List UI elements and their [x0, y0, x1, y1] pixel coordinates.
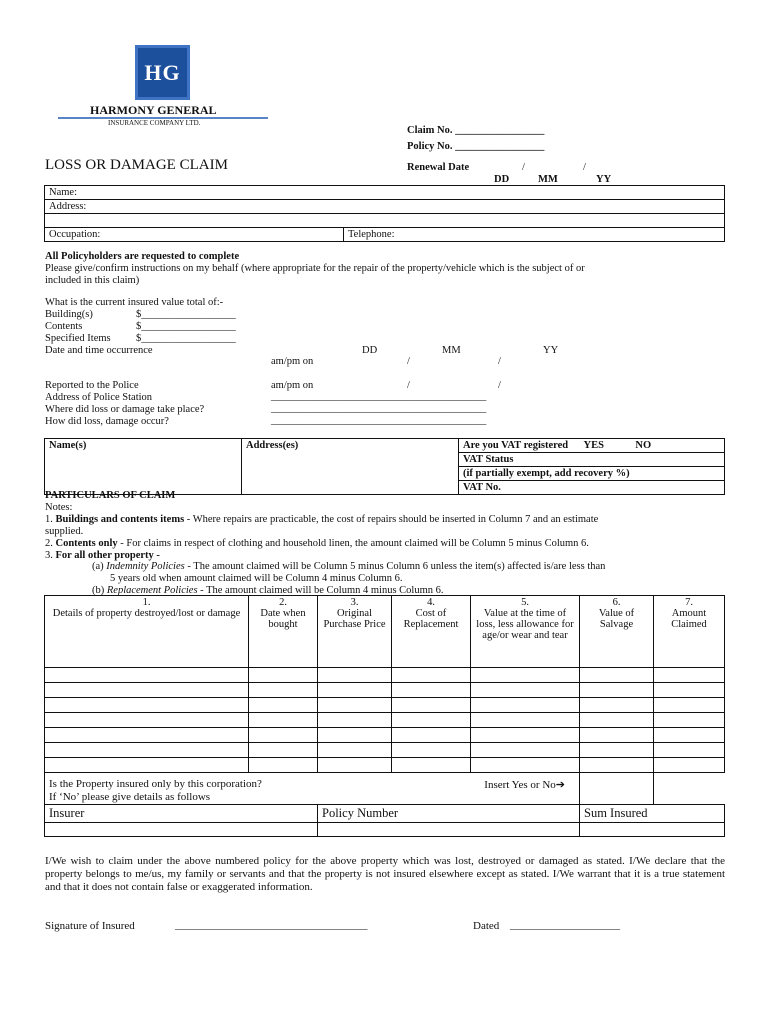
if-no-instruction: If ‘No’ please give details as follows	[49, 791, 211, 803]
renewal-slash-1: /	[522, 162, 525, 173]
occurrence-ampm[interactable]: am/pm on	[271, 356, 314, 367]
occurrence-dd: DD	[362, 345, 378, 356]
renewal-slash-2: /	[583, 162, 586, 173]
policy-no-field[interactable]: Policy No. _________________	[407, 141, 545, 152]
note-2: 2. Contents only - For claims in respect of clothing and household linen, the amount claimed will be Column 5 minus Column 6.	[45, 538, 589, 549]
claim-table-header	[45, 596, 725, 668]
note-1-cont: supplied.	[45, 526, 84, 537]
table-row[interactable]	[45, 713, 725, 728]
col-7-header: 7. Amount Claimed	[654, 596, 725, 668]
contents-value[interactable]: $__________________	[136, 321, 236, 332]
specified-value[interactable]: $__________________	[136, 333, 236, 344]
col-6-header: 6. Value of Salvage	[580, 596, 654, 668]
table-row[interactable]	[45, 743, 725, 758]
telephone-field[interactable]: Telephone:	[344, 228, 725, 242]
instructions-line-2: included in this claim)	[45, 275, 140, 286]
specified-label: Specified Items	[45, 333, 111, 344]
company-logo: HG	[135, 45, 190, 100]
reported-slash-1: /	[407, 380, 410, 391]
addresses-cell[interactable]: Address(es)	[242, 439, 459, 495]
claim-items-table	[44, 595, 725, 837]
company-subtitle: INSURANCE COMPANY LTD.	[108, 119, 201, 127]
policy-number-header: Policy Number	[318, 805, 580, 823]
instructions-heading: All Policyholders are requested to complete	[45, 251, 240, 262]
col-3-header: 3. Original Purchase Price	[318, 596, 392, 668]
col-1-header: 1. Details of property destroyed/lost or damage	[45, 596, 249, 668]
vat-no-cell[interactable]: VAT No.	[459, 481, 725, 495]
vat-registered-cell[interactable]: Are you VAT registered YES NO	[459, 439, 725, 453]
renewal-label: Renewal Date	[407, 162, 470, 173]
date-time-label: Date and time occurrence	[45, 345, 153, 356]
police-address-line[interactable]: _________________________________________	[271, 391, 487, 402]
occupation-field[interactable]: Occupation:	[45, 228, 344, 242]
note-3a: (a) Indemnity Policies - The amount claimed will be Column 5 minus Column 6 unless the item(s) affected is/are less than	[92, 561, 606, 572]
insured-details-box	[44, 185, 725, 242]
col-2-header: 2. Date when bought	[249, 596, 318, 668]
address-field-2[interactable]	[45, 214, 725, 228]
table-row[interactable]	[45, 698, 725, 713]
renewal-yy: YY	[596, 174, 612, 185]
reported-ampm[interactable]: am/pm on	[271, 380, 314, 391]
where-label: Where did loss or damage take place?	[45, 404, 205, 415]
note-3b: (b) Replacement Policies - The amount claimed will be Column 4 minus Column 6.	[92, 585, 444, 596]
insured-only-cell	[45, 773, 580, 805]
particulars-heading: PARTICULARS OF CLAIM	[45, 490, 176, 501]
occurrence-yy: YY	[543, 345, 559, 356]
address-field[interactable]: Address:	[45, 200, 725, 214]
occurrence-slash-1: /	[407, 356, 410, 367]
form-title: LOSS OR DAMAGE CLAIM	[45, 157, 228, 173]
vat-table	[44, 438, 725, 495]
insurer-input[interactable]	[45, 823, 318, 837]
col-5-header: 5. Value at the time of loss, less allowance for age/or wear and tear	[471, 596, 580, 668]
names-cell[interactable]: Name(s)	[45, 439, 242, 495]
signature-line[interactable]: ___________________________________	[175, 919, 368, 931]
table-row[interactable]	[45, 668, 725, 683]
instructions-line-1: Please give/confirm instructions on my behalf (where appropriate for the repair of the property/vehicle which is the subject of or	[45, 263, 585, 274]
how-line[interactable]: _________________________________________	[271, 415, 487, 426]
reported-label: Reported to the Police	[45, 380, 139, 391]
table-row[interactable]	[45, 683, 725, 698]
table-row[interactable]	[45, 758, 725, 773]
how-label: How did loss, damage occur?	[45, 416, 169, 427]
buildings-value[interactable]: $__________________	[136, 309, 236, 320]
vat-status-cell[interactable]: VAT Status	[459, 453, 725, 467]
vat-partially-cell: (if partially exempt, add recovery %)	[459, 467, 725, 481]
contents-label: Contents	[45, 321, 83, 332]
note-3: 3. For all other property -	[45, 550, 160, 561]
buildings-label: Building(s)	[45, 309, 93, 320]
policy-number-input[interactable]	[318, 823, 580, 837]
col-4-header: 4. Cost of Replacement	[392, 596, 471, 668]
renewal-dd: DD	[494, 174, 510, 185]
police-address-label: Address of Police Station	[45, 392, 153, 403]
company-name: HARMONY GENERAL	[90, 103, 217, 117]
note-1: 1. Buildings and contents items - Where repairs are practicable, the cost of repairs should be inserted in Column 7 and an estimate	[45, 514, 599, 525]
vat-yes-option[interactable]: YES	[583, 440, 604, 451]
name-field[interactable]: Name:	[45, 186, 725, 200]
dated-line[interactable]: ____________________	[510, 919, 620, 931]
insurer-header: Insurer	[45, 805, 318, 823]
insert-yes-no: Insert Yes or No➔	[484, 779, 565, 791]
signature-label: Signature of Insured	[45, 920, 135, 932]
declaration-text: I/We wish to claim under the above numbered policy for the above property which was lost, destroyed or damaged as stated. I/We declare that the property belongs to me/us, my family or servants and that the property is not insured elsewhere except as stated. I/We warrant that it is a true statement and that it does not contain false or exaggerated information.	[45, 855, 725, 893]
occurrence-slash-2: /	[498, 356, 501, 367]
insured-only-question: Is the Property insured only by this corporation?	[49, 778, 262, 790]
claim-no-field[interactable]: Claim No. _________________	[407, 125, 545, 136]
reported-slash-2: /	[498, 380, 501, 391]
notes-label: Notes:	[45, 502, 73, 513]
insured-only-answer[interactable]	[580, 773, 654, 805]
sum-insured-header: Sum Insured	[580, 805, 725, 823]
dated-label: Dated	[473, 920, 500, 932]
note-3a-cont: 5 years old when amount claimed will be Column 4 minus Column 6.	[110, 573, 403, 584]
values-question: What is the current insured value total of:-	[45, 297, 224, 308]
where-line[interactable]: _________________________________________	[271, 403, 487, 414]
occurrence-mm: MM	[442, 345, 461, 356]
sum-insured-input[interactable]	[580, 823, 725, 837]
table-row[interactable]	[45, 728, 725, 743]
renewal-mm: MM	[538, 174, 558, 185]
vat-no-option[interactable]: NO	[635, 440, 652, 451]
